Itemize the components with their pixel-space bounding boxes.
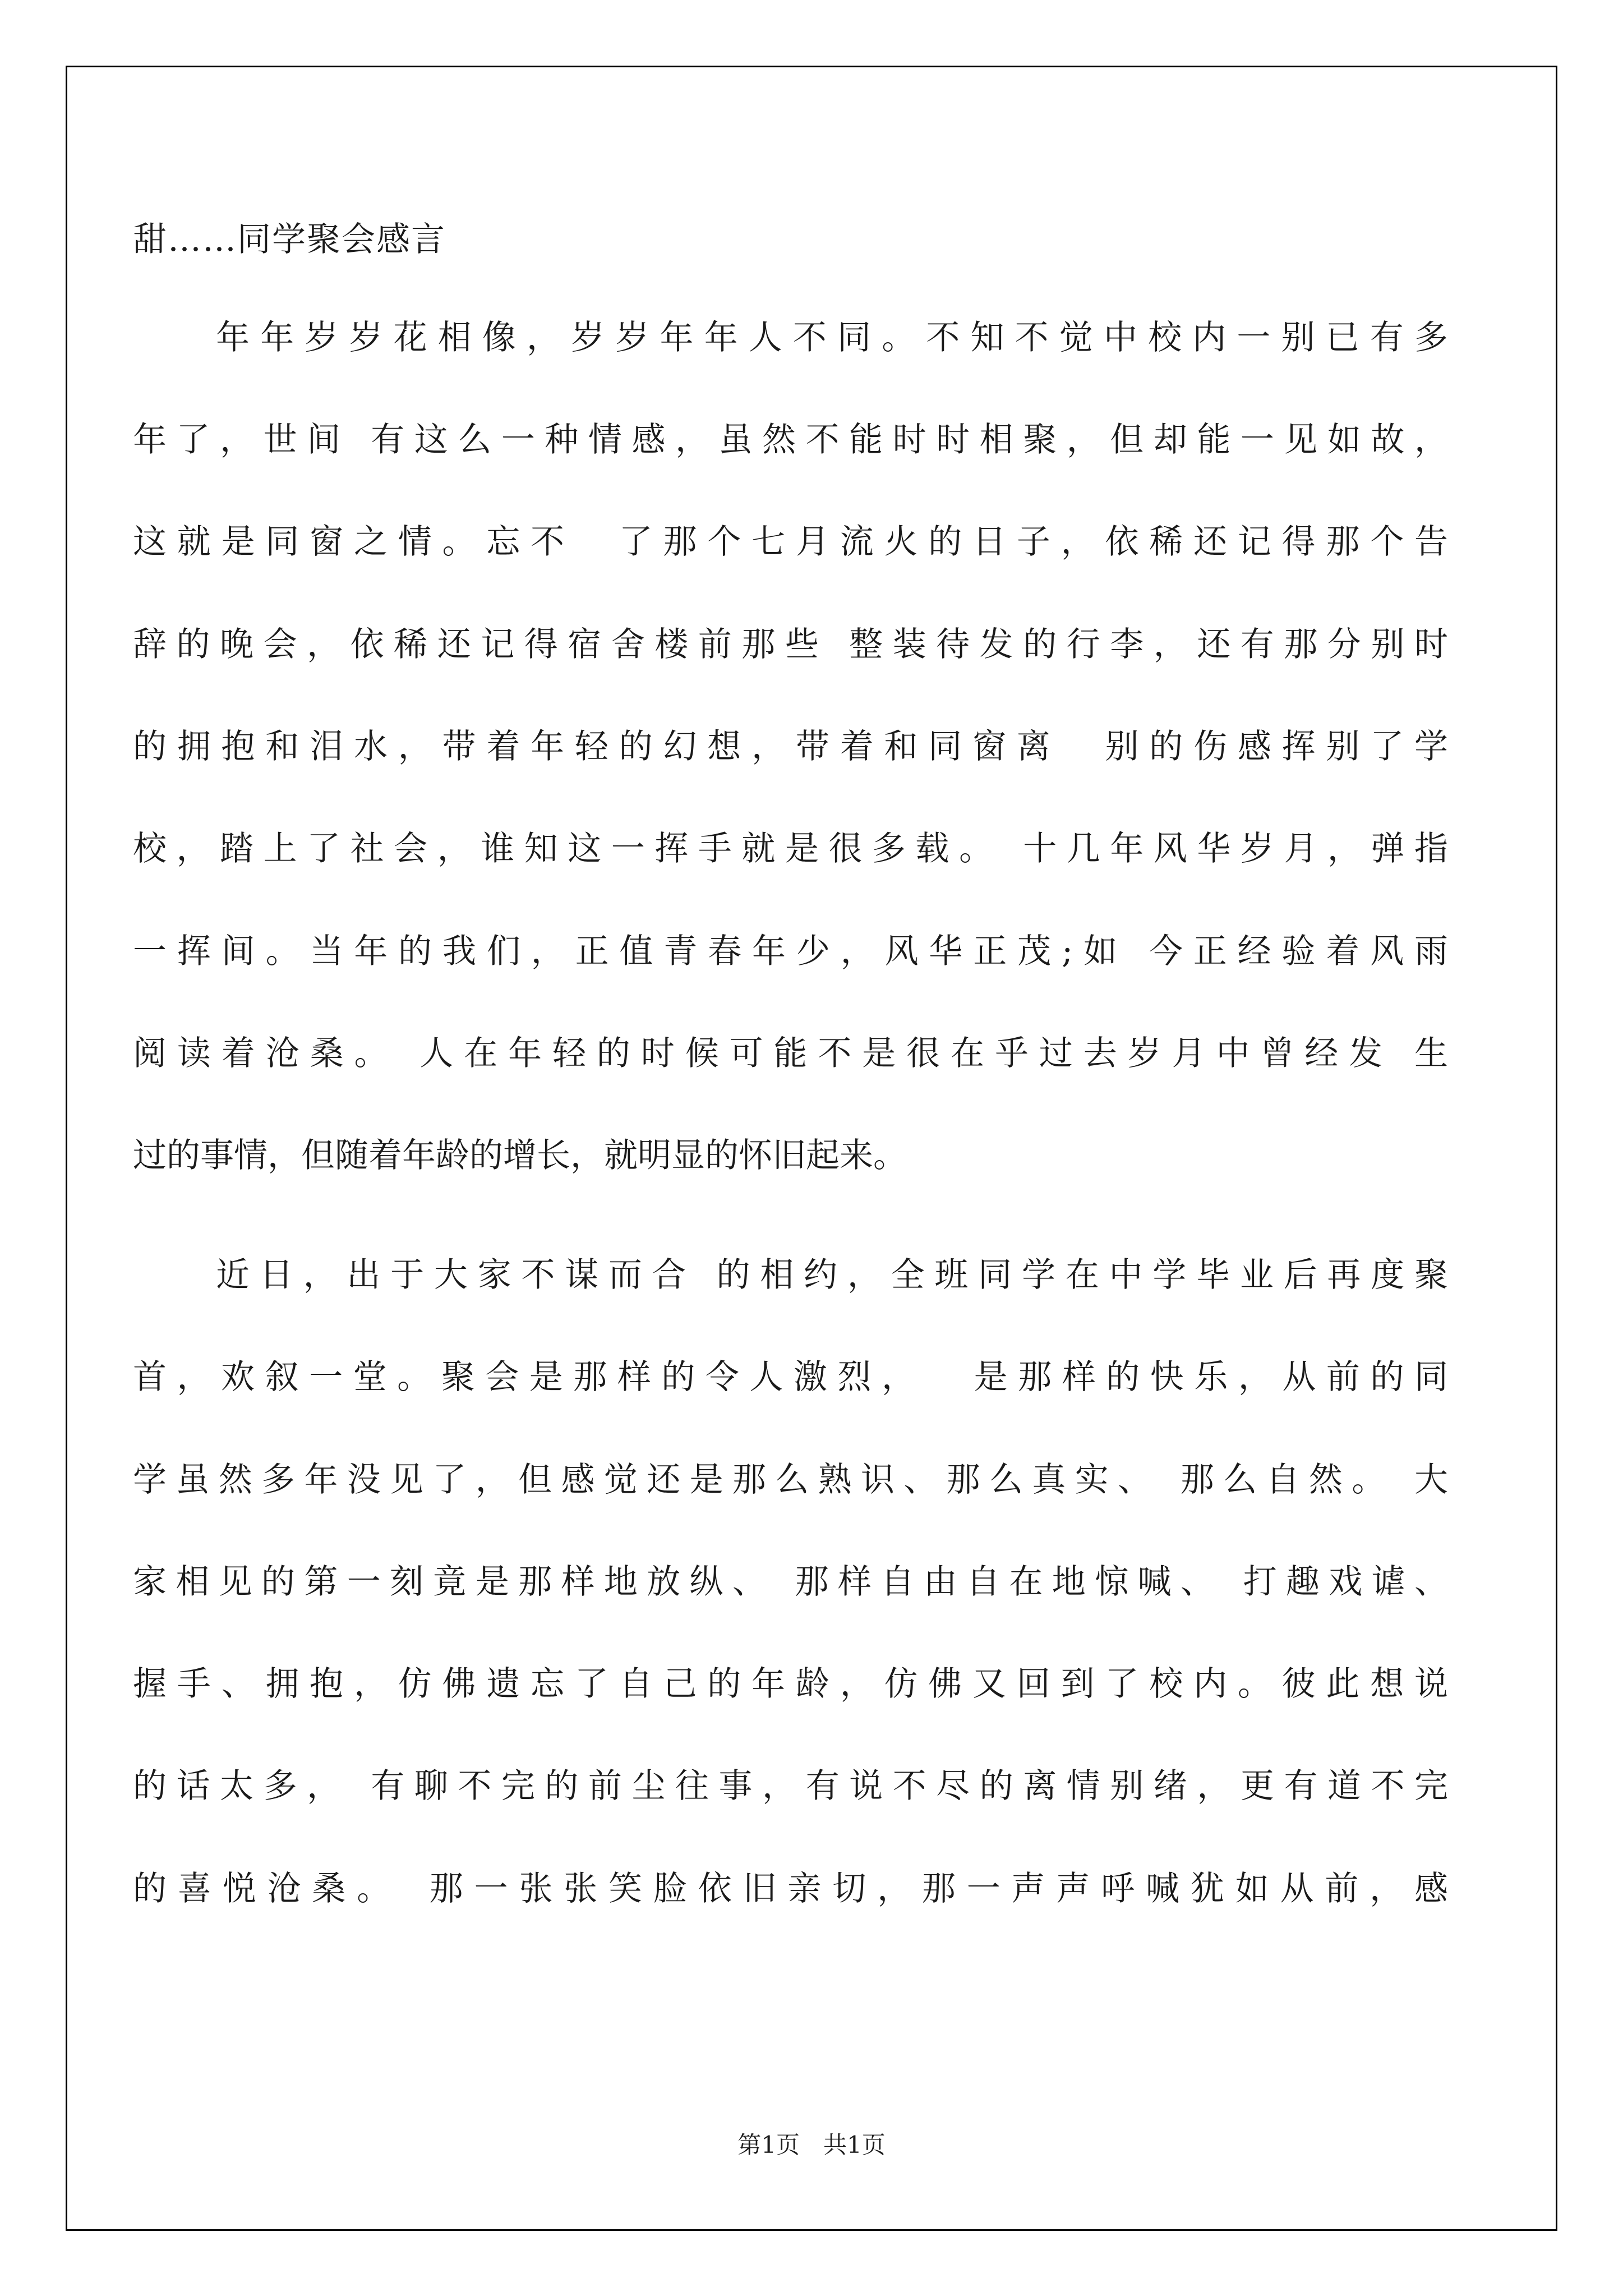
paragraph-2-line-2: 首，欢叙一堂。聚会是那样的令人激烈， 是那样的快乐，从前的同 — [133, 1358, 1448, 1397]
document-title: 甜……同学聚会感言 — [133, 220, 446, 259]
paragraph-2-line-1: 近日，出于大家不谋而合 的相约，全班同学在中学毕业后再度聚 — [216, 1255, 1448, 1295]
paragraph-1-line-4: 辞的晚会，依稀还记得宿舍楼前那些 整装待发的行李，还有那分别时 — [133, 625, 1448, 664]
paragraph-1-line-1: 年年岁岁花相像，岁岁年年人不同。不知不觉中校内一别已有多 — [216, 318, 1448, 357]
paragraph-2-line-4: 家相见的第一刻竟是那样地放纵、 那样自由自在地惊喊、 打趣戏谑、 — [133, 1562, 1448, 1602]
paragraph-1-line-7: 一挥间。当年的我们，正值青春年少，风华正茂;如 今正经验着风雨 — [133, 932, 1448, 971]
paragraph-1-line-5: 的拥抱和泪水，带着年轻的幻想，带着和同窗离 别的伤感挥别了学 — [133, 727, 1448, 766]
paragraph-1-line-2: 年了，世间 有这么一种情感，虽然不能时时相聚，但却能一见如故， — [133, 420, 1448, 459]
paragraph-2-line-3: 学虽然多年没见了，但感觉还是那么熟识、那么真实、 那么自然。 大 — [133, 1460, 1448, 1499]
paragraph-1-line-3: 这就是同窗之情。忘不 了那个七月流火的日子，依稀还记得那个告 — [133, 522, 1448, 562]
paragraph-2-line-5: 握手、拥抱，仿佛遗忘了自己的年龄，仿佛又回到了校内。彼此想说 — [133, 1664, 1448, 1704]
paragraph-1-line-8: 阅读着沧桑。 人在年轻的时候可能不是很在乎过去岁月中曾经发 生 — [133, 1034, 1448, 1073]
paragraph-1-line-9: 过的事情，但随着年龄的增长，就明显的怀旧起来。 — [133, 1136, 907, 1175]
paragraph-2-line-7: 的喜悦沧桑。 那一张张笑脸依旧亲切，那一声声呼喊犹如从前，感 — [133, 1869, 1448, 1908]
paragraph-1-line-6: 校，踏上了社会，谁知这一挥手就是很多载。 十几年风华岁月，弹指 — [133, 829, 1448, 868]
page-number: 第1页 共1页 — [737, 2131, 886, 2159]
paragraph-2-line-6: 的话太多， 有聊不完的前尘往事，有说不尽的离情别绪，更有道不完 — [133, 1766, 1448, 1806]
page-footer — [0, 2128, 1623, 2162]
